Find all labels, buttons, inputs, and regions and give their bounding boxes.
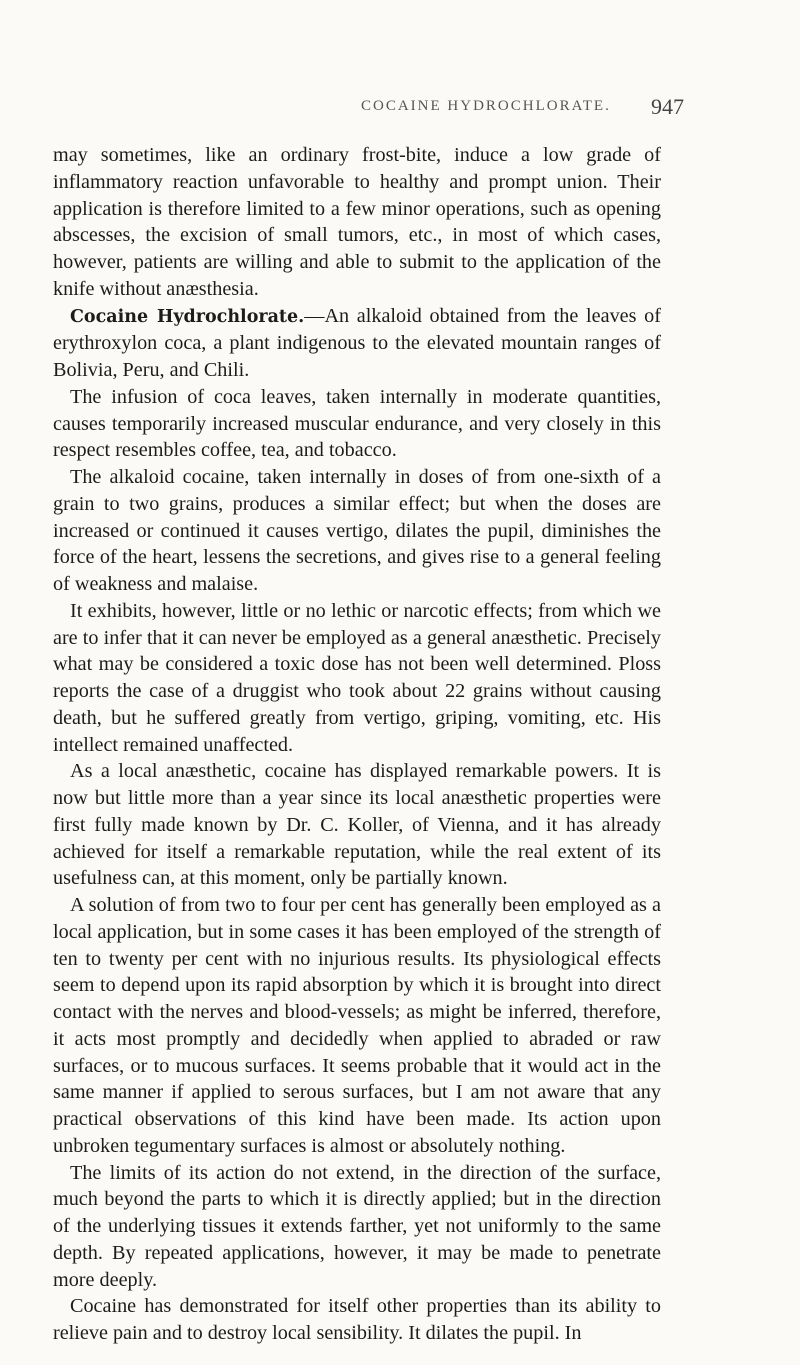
paragraph: may sometimes, like an ordinary frost-bite, induce a low grade of inflammatory reaction unfavorable to healthy and prompt union. Their application is therefore limited to a few minor operations, such as opening abscesses, the excision of small tumors, etc., in most of which cases, however, patients are willing and able to submit to the application of the knife without anæsthesia.	[53, 144, 661, 300]
paragraph: The limits of its action do not extend, in the direction of the surface, much beyond the parts to which it is directly applied; but in the direction of the underlying tissues it extends farther, yet not uniformly to the same depth. By repeated applications, however, it may be made to penetrate more deeply.	[53, 1161, 661, 1291]
running-head-title: COCAINE HYDROCHLORATE.	[361, 98, 611, 114]
paragraph: It exhibits, however, little or no lethic or narcotic effects; from which we are to infer that it can never be employed as a general anæsthetic. Precisely what may be considered a toxic dose has not been well determined. Ploss reports the case of a druggist who took about 22 grains without causing death, but he suffered greatly from vertigo, griping, vomiting, etc. His intellect remained unaffected.	[53, 599, 661, 756]
paragraph: As a local anæsthetic, cocaine has displayed remarkable powers. It is now but little more than a year since its local anæsthetic properties were first fully made known by Dr. C. Koller, of Vienna, and it has already achieved for itself a remarkable reputation, while the real extent of its usefulness can, at this moment, only be partially known.	[53, 760, 661, 890]
body-text	[53, 142, 661, 1347]
paragraph: The alkaloid cocaine, taken internally in doses of from one-sixth of a grain to two grains, produces a similar effect; but when the doses are increased or continued it causes vertigo, dilates the pupil, diminishes the force of the heart, lessens the secretions, and gives rise to a general feeling of weakness and malaise.	[53, 466, 661, 595]
entry-paragraph	[53, 303, 661, 384]
paragraph: A solution of from two to four per cent has generally been employed as a local application, but in some cases it has been employed of the strength of ten to twenty per cent with no injurious results. Its physiological effects seem to depend upon its rapid absorption by which it is brought into direct contact with the nerves and blood-vessels; as might be inferred, therefore, it acts most promptly and decidedly when applied to abraded or raw surfaces, or to mucous surfaces. It seems probable that it would act in the same manner if applied to serous surfaces, but I am not aware that any practical observations of this kind have been made. Its action upon unbroken tegumentary surfaces is almost or absolutely nothing.	[53, 894, 661, 1157]
paragraph: The infusion of coca leaves, taken internally in moderate quantities, causes temporarily increased muscular endurance, and very closely in this respect resembles coffee, tea, and tobacco.	[53, 385, 661, 462]
paragraph: Cocaine has demonstrated for itself other properties than its ability to relieve pain and to destroy local sensibility. It dilates the pupil. In	[53, 1295, 661, 1344]
page-number: 947	[651, 94, 684, 119]
entry-text: —An alkaloid obtained from the leaves of erythroxylon coca, a plant indigenous to the elevated mountain ranges of Bolivia, Peru, and Chili.	[53, 304, 662, 381]
entry-heading: Cocaine Hydrochlorate.	[70, 306, 305, 327]
